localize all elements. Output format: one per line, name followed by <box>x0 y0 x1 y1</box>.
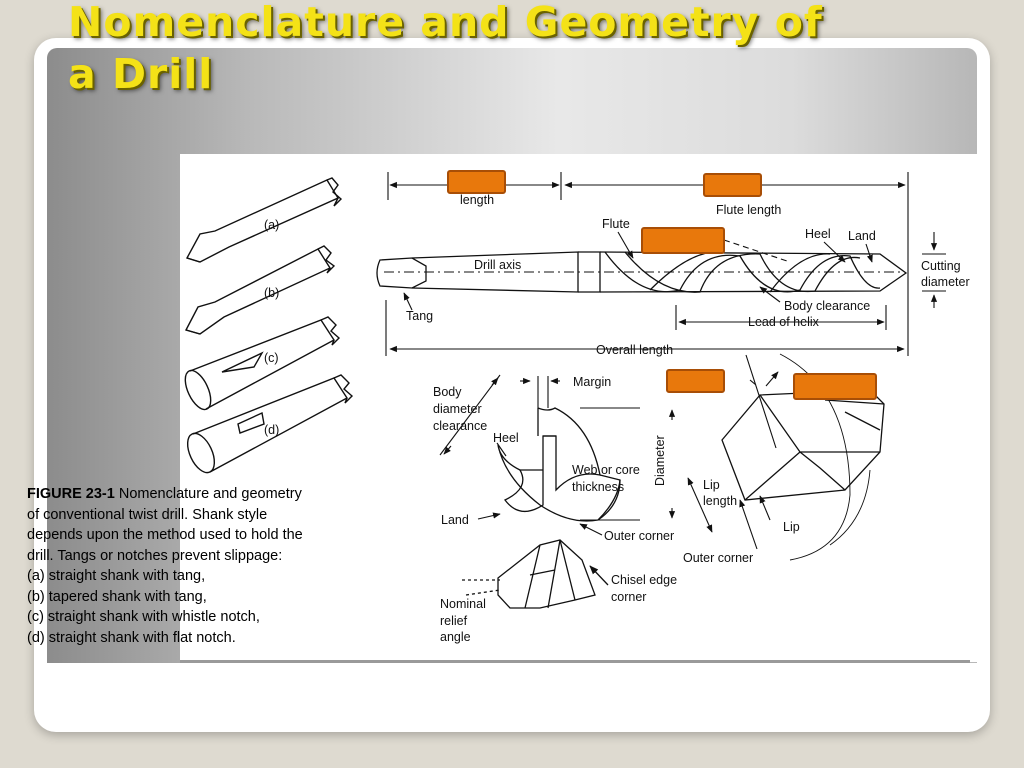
label-nominal: Nominal <box>440 597 486 611</box>
redaction-box-shank-length <box>448 171 505 193</box>
label-outer-corner-tip: Outer corner <box>683 551 754 565</box>
label-heel-cross: Heel <box>493 431 519 445</box>
caption-label: FIGURE 23-1 <box>27 486 115 502</box>
label-web-or-core: Web or core <box>572 463 640 477</box>
label-body-clearance: Body clearance <box>784 299 871 313</box>
label-land: Land <box>848 229 876 243</box>
label-cutting: Cutting <box>921 259 961 273</box>
label-lip: Lip <box>783 520 800 534</box>
slide-title-line1: Nomenclature and Geometry of <box>68 0 823 46</box>
label-cutting-diameter: diameter <box>921 275 970 289</box>
label-heel: Heel <box>805 227 831 241</box>
caption-body <box>27 484 317 566</box>
label-lip-length-2: length <box>703 494 738 508</box>
redaction-box-point <box>642 228 724 253</box>
label-overall-length: Overall length <box>596 343 674 357</box>
figure-bottom-rule <box>180 660 970 663</box>
caption-item-d: (d) straight shank with flat notch. <box>27 629 236 646</box>
label-relief: relief <box>440 614 468 628</box>
label-angle: angle <box>440 630 471 644</box>
redaction-box-body <box>704 174 761 196</box>
redaction-boxes <box>448 171 876 399</box>
shank-label-a: (a) <box>264 218 280 232</box>
label-chisel-edge: Chisel edge <box>611 573 678 587</box>
caption-text: Nomenclature and geometry of conventional twist drill. Shank style depends upon the method used to hold the drill. Tangs or notches prevent slippage: <box>27 486 303 564</box>
label-tang: Tang <box>406 309 434 323</box>
redaction-box-helix-angle <box>667 370 724 392</box>
label-flute: Flute <box>602 217 630 231</box>
label-flute-length: Flute length <box>716 203 782 217</box>
label-margin: Margin <box>573 375 612 389</box>
label-drill-axis: Drill axis <box>474 258 522 272</box>
caption-item-b: (b) tapered shank with tang, <box>27 588 207 605</box>
shank-b <box>186 246 334 334</box>
shank-label-d: (d) <box>264 423 280 437</box>
label-outer-corner-cross: Outer corner <box>604 529 675 543</box>
label-lip-length-1: Lip <box>703 478 720 492</box>
label-body-diameter: diameter <box>433 402 482 416</box>
redaction-box-point-angle <box>794 374 876 399</box>
slide-title-line2: a Drill <box>68 50 214 98</box>
label-body-clearance-cross: clearance <box>433 419 488 433</box>
drill-tip-view <box>722 390 884 500</box>
label-land-cross: Land <box>441 513 469 527</box>
label-body: Body <box>433 385 462 399</box>
label-diameter-vertical: Diameter <box>653 435 667 486</box>
drill-side-view <box>377 252 906 292</box>
label-chisel-corner: corner <box>611 590 647 604</box>
caption-item-c: (c) straight shank with whistle notch, <box>27 609 260 625</box>
caption-item-a: (a) straight shank with tang, <box>27 568 206 584</box>
shank-label-c: (c) <box>264 351 279 365</box>
label-length: length <box>460 193 495 207</box>
label-lead-of-helix: Lead of helix <box>748 315 819 329</box>
label-thickness: thickness <box>572 480 625 494</box>
shank-label-b: (b) <box>264 286 280 300</box>
figure-caption <box>27 484 317 648</box>
